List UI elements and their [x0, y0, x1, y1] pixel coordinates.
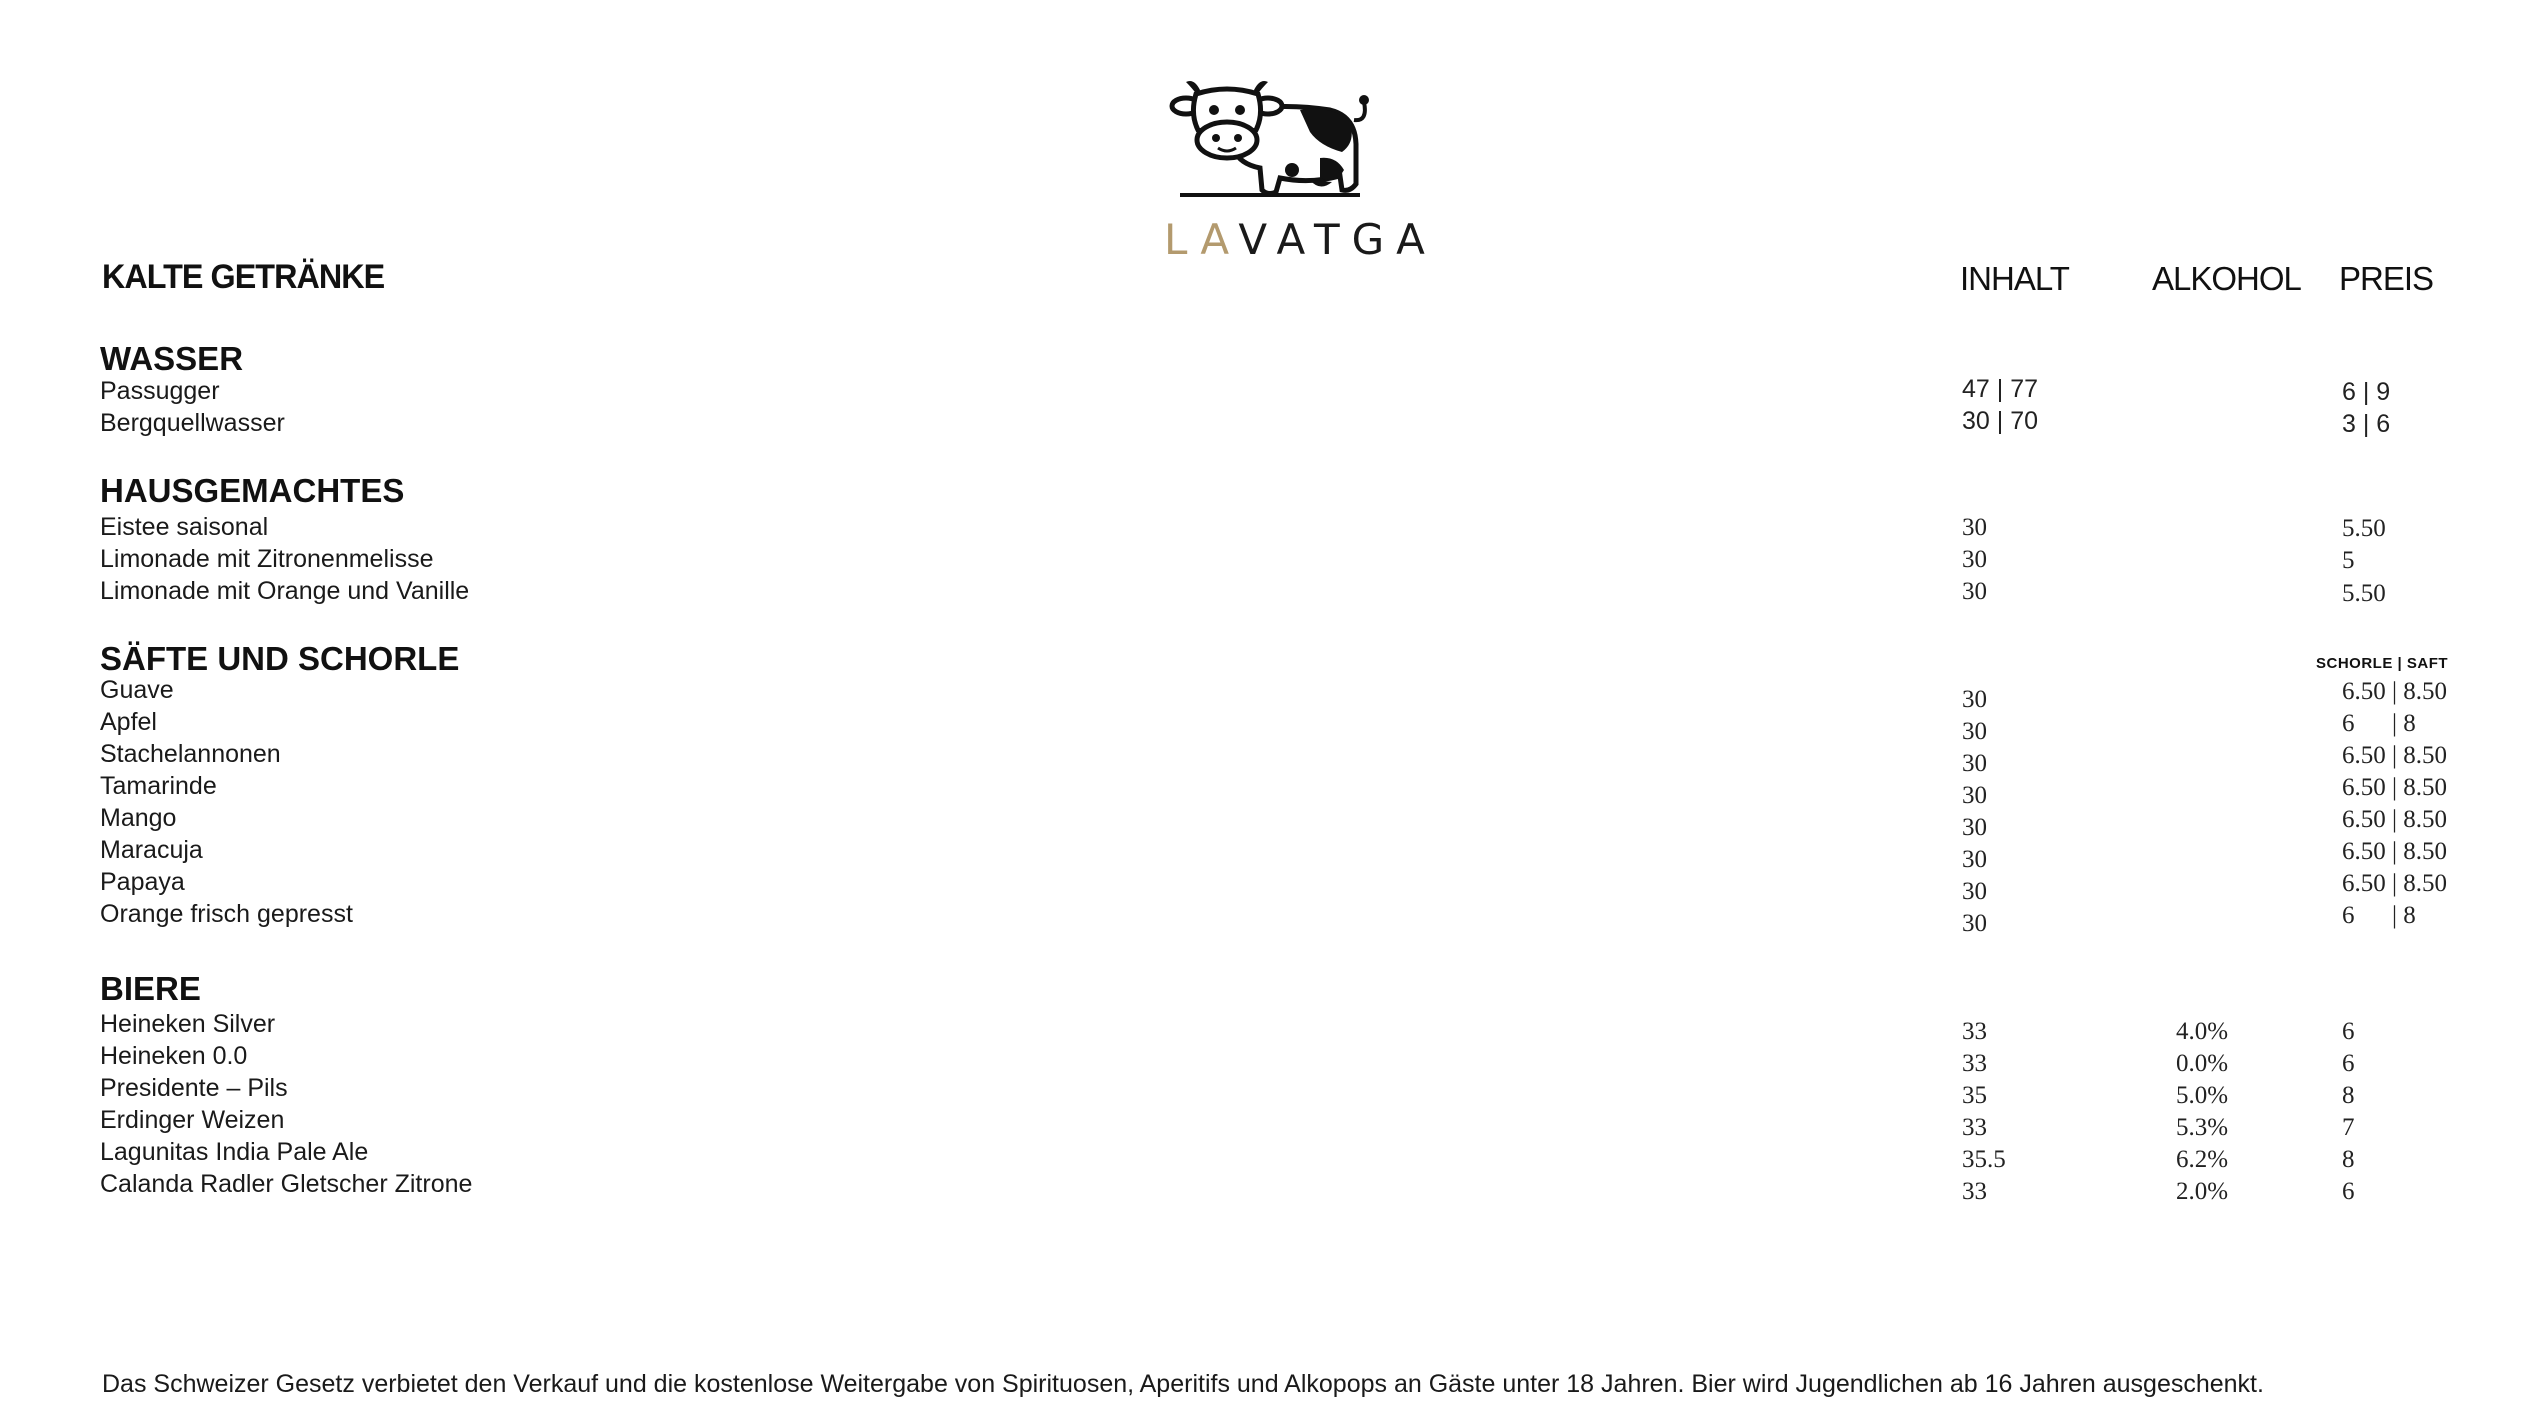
item-preis: 7	[2342, 1114, 2355, 1141]
list-item: Tamarinde	[100, 772, 217, 800]
item-preis: 3 | 6	[2342, 410, 2391, 438]
item-alkohol: 2.0%	[2176, 1178, 2229, 1205]
item-preis: 8	[2342, 1082, 2355, 1109]
item-preis: 5.50	[2342, 580, 2386, 607]
item-inhalt: 35	[1962, 1082, 1987, 1109]
item-inhalt: 30	[1962, 750, 1987, 777]
list-item: Orange frisch gepresst	[100, 900, 353, 928]
item-preis: 5.50	[2342, 515, 2386, 542]
list-item: Heineken 0.0	[100, 1042, 248, 1070]
section-title-wasser: WASSER	[100, 340, 244, 377]
section-title-biere: BIERE	[100, 970, 201, 1007]
item-preis: 6.50 | 8.50	[2342, 774, 2448, 801]
brand-name-accent: LA	[1164, 215, 1239, 264]
item-preis: 6.50 | 8.50	[2342, 806, 2448, 833]
item-preis: 6.50 | 8.50	[2342, 678, 2448, 705]
item-alkohol: 5.0%	[2176, 1082, 2229, 1109]
item-inhalt: 30	[1962, 782, 1987, 809]
page-title: KALTE GETRÄNKE	[102, 258, 385, 296]
list-item: Bergquellwasser	[100, 409, 285, 437]
column-header-preis: PREIS	[2339, 260, 2434, 297]
column-header-inhalt: INHALT	[1960, 260, 2069, 297]
list-item: Erdinger Weizen	[100, 1106, 285, 1134]
item-inhalt: 30	[1962, 910, 1987, 937]
item-preis: 6 | 9	[2342, 378, 2391, 406]
item-inhalt: 33	[1962, 1050, 1987, 1077]
item-preis: 5	[2342, 547, 2355, 574]
column-header-alkohol: ALKOHOL	[2152, 260, 2301, 297]
item-inhalt: 30	[1962, 686, 1987, 713]
list-item: Passugger	[100, 377, 220, 405]
item-inhalt: 30	[1962, 846, 1987, 873]
item-inhalt: 47 | 77	[1962, 375, 2039, 403]
item-preis: 6	[2342, 1178, 2355, 1205]
list-item: Presidente – Pils	[100, 1074, 288, 1102]
item-inhalt: 30	[1962, 578, 1987, 605]
item-preis: 6 | 8	[2342, 710, 2416, 737]
item-inhalt: 30	[1962, 718, 1987, 745]
item-preis: 6	[2342, 1050, 2355, 1077]
price-subheader: SCHORLE | SAFT	[2316, 655, 2449, 672]
item-preis: 6 | 8	[2342, 902, 2416, 929]
brand-name-rest: VATGA	[1238, 215, 1437, 264]
list-item: Papaya	[100, 868, 185, 896]
list-item: Mango	[100, 804, 177, 832]
section-title-hausgemachtes: HAUSGEMACHTES	[100, 472, 405, 509]
list-item: Calanda Radler Gletscher Zitrone	[100, 1170, 473, 1198]
brand-name	[1164, 215, 1437, 264]
list-item: Limonade mit Zitronenmelisse	[100, 545, 434, 573]
item-inhalt: 30	[1962, 814, 1987, 841]
item-preis: 8	[2342, 1146, 2355, 1173]
item-preis: 6.50 | 8.50	[2342, 742, 2448, 769]
item-alkohol: 5.3%	[2176, 1114, 2229, 1141]
item-inhalt: 30	[1962, 546, 1987, 573]
list-item: Guave	[100, 676, 174, 704]
item-preis: 6	[2342, 1018, 2355, 1045]
list-item: Stachelannonen	[100, 740, 281, 768]
item-inhalt: 33	[1962, 1018, 1987, 1045]
item-inhalt: 30	[1962, 878, 1987, 905]
item-alkohol: 0.0%	[2176, 1050, 2229, 1077]
item-preis: 6.50 | 8.50	[2342, 870, 2448, 897]
list-item: Apfel	[100, 708, 157, 736]
section-title-saefte: SÄFTE UND SCHORLE	[100, 640, 460, 677]
legal-footer: Das Schweizer Gesetz verbietet den Verkauf und die kostenlose Weitergabe von Spirituosen, Aperitifs und Alkopops an Gäste unter 18 Jahren. Bier wird Jugendlichen ab 16 Jahren ausgeschenkt.	[102, 1370, 2264, 1398]
list-item: Heineken Silver	[100, 1010, 276, 1038]
item-preis: 6.50 | 8.50	[2342, 838, 2448, 865]
list-item: Eistee saisonal	[100, 513, 269, 541]
list-item: Limonade mit Orange und Vanille	[100, 577, 470, 605]
item-alkohol: 6.2%	[2176, 1146, 2229, 1173]
cow-icon	[1160, 72, 1380, 212]
item-alkohol: 4.0%	[2176, 1018, 2229, 1045]
item-inhalt: 30 | 70	[1962, 407, 2039, 435]
item-inhalt: 33	[1962, 1114, 1987, 1141]
item-inhalt: 33	[1962, 1178, 1987, 1205]
item-inhalt: 30	[1962, 514, 1987, 541]
item-inhalt: 35.5	[1962, 1146, 2006, 1173]
list-item: Maracuja	[100, 836, 203, 864]
list-item: Lagunitas India Pale Ale	[100, 1138, 369, 1166]
